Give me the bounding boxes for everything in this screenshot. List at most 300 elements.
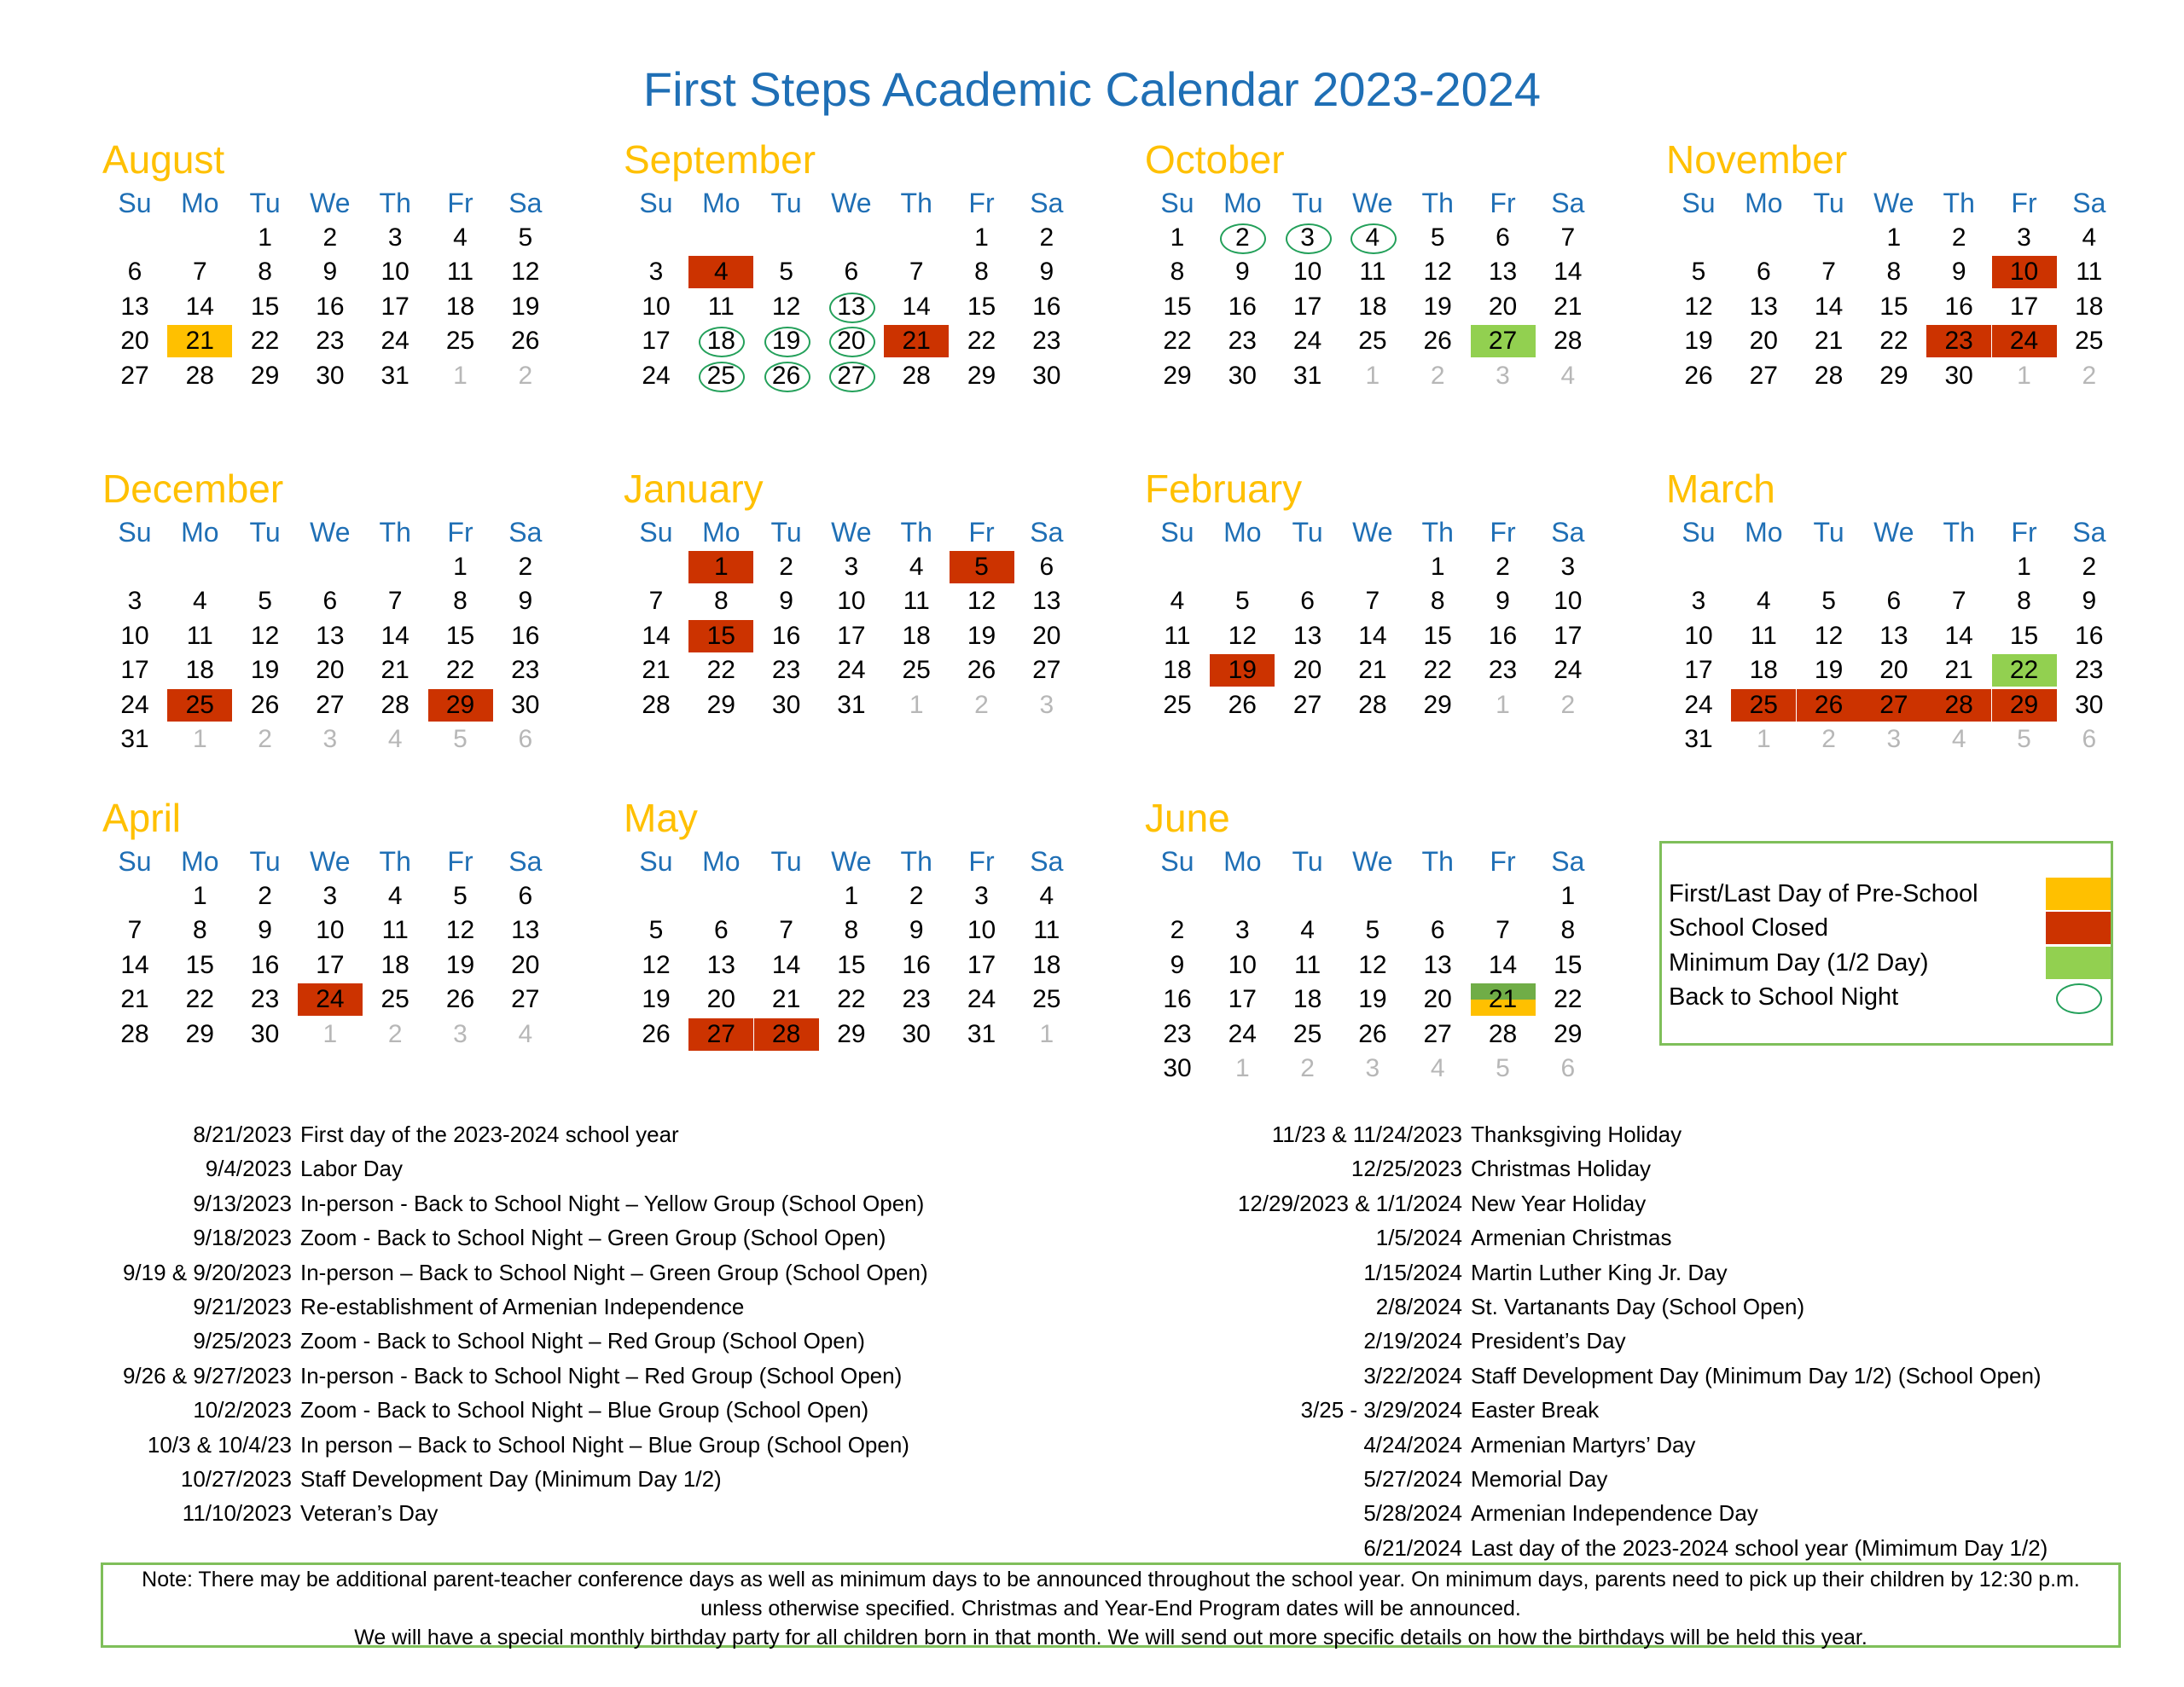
calendar-day: 22 [1163,327,1192,356]
calendar-day: 29 [706,690,735,719]
calendar-day: 6 [322,587,338,616]
calendar-day: 24 [837,656,866,685]
calendar-day: 31 [967,1019,996,1048]
legend-box [1659,841,2113,1046]
calendar-day: 2 [1951,223,1966,252]
month-name: June [1145,796,1230,840]
event-description: Memorial Day [1471,1466,1608,1492]
weekday-header: Th [379,846,411,877]
calendar-day: 7 [1821,258,1836,287]
weekday-header: We [831,517,872,548]
calendar-day: 25 [1292,1019,1322,1048]
calendar-day: 20 [819,325,884,357]
calendar-day: 23 [2075,656,2104,685]
weekday-header: Su [639,188,673,218]
calendar-day: 19 [1814,656,1844,685]
event-description: New Year Holiday [1471,1190,1647,1216]
event-description: Zoom - Back to School Night – Blue Group (School Open) [300,1397,869,1423]
calendar-day: 18 [1749,656,1778,685]
calendar-day: 29 [837,1019,866,1048]
event-date: 10/2/2023 [193,1397,292,1423]
adjacent-month-day: 2 [2082,361,2097,390]
event-date: 9/19 & 9/20/2023 [122,1259,292,1285]
calendar-day: 4 [909,553,924,581]
calendar-day: 25 [2075,327,2104,356]
calendar-day: 3 [1560,553,1576,581]
event-description: Easter Break [1471,1397,1600,1423]
calendar-day: 8 [1170,258,1185,287]
calendar-day: 28 [380,690,410,719]
calendar-day: 2 [1170,916,1185,945]
calendar-day: 27 [1032,656,1061,685]
calendar-day: 4 [387,882,403,910]
calendar-day: 31 [1684,725,1713,753]
calendar-day: 24 [1684,690,1713,719]
calendar-day: 6 [1886,587,1902,616]
calendar-day: 26 [250,690,280,719]
calendar-day: 1 [453,553,468,581]
calendar-day: 20 [120,327,149,356]
calendar-day: 15 [1879,292,1908,321]
calendar-day: 3 [1234,916,1250,945]
calendar-day: 7 [387,587,403,616]
calendar-day: 18 [1163,656,1192,685]
adjacent-month-day: 4 [1951,725,1966,753]
calendar-day: 9 [2082,587,2097,616]
adjacent-month-day: 3 [453,1019,468,1048]
calendar-day: 4 [688,256,753,288]
weekday-header: Sa [1551,846,1585,877]
calendar-day: 24 [1554,656,1583,685]
calendar-day: 14 [642,621,671,650]
calendar-day: 1 [1560,882,1576,910]
calendar-day: 16 [511,621,540,650]
calendar-day: 13 [1879,621,1908,650]
calendar-day: 14 [1814,292,1844,321]
calendar-day: 18 [1358,292,1387,321]
calendar-day: 11 [1164,621,1191,650]
calendar-day: 10 [967,916,996,945]
calendar-day: 10 [316,916,345,945]
calendar-day: 29 [1554,1019,1583,1048]
weekday-header: Sa [508,517,543,548]
event-description: In-person - Back to School Night – Yellow Group (School Open) [300,1190,925,1216]
weekday-header: Su [118,517,152,548]
calendar-day: 22 [185,985,214,1014]
event-description: Staff Development Day (Minimum Day 1/2) [300,1466,722,1492]
weekday-header: Fr [1490,188,1516,218]
weekday-header: Tu [249,846,281,877]
weekday-header: Th [1943,188,1975,218]
calendar-day: 8 [974,258,989,287]
calendar-day: 26 [642,1019,671,1048]
note-line-3: We will have a special monthly birthday party for all children born in that month. We will send out more specific details on how the birthdays will be held this year. [354,1626,1867,1649]
weekday-header: Su [639,517,673,548]
weekday-header: Tu [1292,846,1323,877]
adjacent-month-day: 2 [1430,361,1445,390]
calendar-day: 15 [1554,950,1583,979]
calendar-day: 17 [837,621,866,650]
calendar-day: 23 [511,656,540,685]
weekday-header: Th [1421,846,1454,877]
calendar-day: 7 [909,258,924,287]
calendar-day: 6 [713,916,729,945]
calendar-day: 14 [185,292,214,321]
weekday-header: Mo [1745,188,1783,218]
calendar-day: 8 [2017,587,2031,616]
calendar-day: 5 [950,551,1014,583]
event-date: 9/21/2023 [193,1294,292,1319]
calendar-day: 28 [642,690,671,719]
calendar-day: 16 [316,292,345,321]
calendar-day: 29 [1879,361,1908,390]
event-date: 12/29/2023 & 1/1/2024 [1237,1190,1462,1216]
calendar-day: 24 [380,327,410,356]
adjacent-month-day: 2 [1560,690,1576,719]
calendar-day: 29 [250,361,280,390]
calendar-day: 25 [1032,985,1061,1014]
calendar-day: 8 [713,587,729,616]
calendar-day: 30 [2075,690,2104,719]
event-date: 11/10/2023 [182,1500,292,1527]
weekday-header: Mo [1223,846,1262,877]
weekday-header: Fr [1490,517,1516,548]
calendar-day: 17 [1228,985,1257,1014]
calendar-day: 15 [1163,292,1192,321]
calendar-day: 19 [1358,985,1387,1014]
calendar-day: 25 [1731,689,1796,722]
calendar-day: 15 [967,292,996,321]
adjacent-month-day: 2 [518,361,533,390]
weekday-header: Fr [447,188,473,218]
adjacent-month-day: 2 [387,1019,403,1048]
event-description: Christmas Holiday [1471,1156,1651,1182]
calendar-day: 11 [1359,258,1386,287]
calendar-day: 30 [511,690,540,719]
calendar-day: 13 [511,916,540,945]
event-date: 9/26 & 9/27/2023 [122,1362,292,1388]
calendar-day: 12 [1358,950,1387,979]
calendar-day: 13 [1488,258,1518,287]
calendar-day: 18 [688,325,753,357]
calendar-day: 6 [844,258,859,287]
calendar-day: 14 [1358,621,1387,650]
weekday-header: Th [900,517,932,548]
weekday-header: Sa [508,188,543,218]
calendar-day: 16 [771,621,801,650]
calendar-day: 10 [120,621,149,650]
legend-swatch-closed [2046,912,2111,944]
calendar-day: 8 [258,258,272,287]
calendar-day: 21 [642,656,671,685]
event-date: 1/15/2024 [1363,1259,1462,1285]
event-description: Veteran’s Day [300,1500,439,1527]
calendar-day: 12 [771,292,801,321]
calendar-day: 5 [1691,258,1706,287]
calendar-day: 10 [1292,258,1322,287]
calendar-day: 22 [1992,654,2057,687]
calendar-day: 1 [258,223,272,252]
calendar-day: 27 [120,361,149,390]
calendar-day: 7 [127,916,142,945]
adjacent-month-day: 3 [1365,1054,1380,1082]
weekday-header: Su [639,846,673,877]
calendar-day: 22 [967,327,996,356]
event-date: 8/21/2023 [193,1122,292,1147]
calendar-day: 21 [1944,656,1973,685]
calendar-day: 8 [453,587,468,616]
calendar-day: 30 [902,1019,931,1048]
weekday-header: Mo [181,846,219,877]
calendar-day: 10 [837,587,866,616]
calendar-day: 29 [967,361,996,390]
calendar-day: 30 [1228,361,1257,390]
calendar-day: 1 [1170,223,1185,252]
calendar-day: 9 [322,258,338,287]
calendar-day: 16 [902,950,931,979]
calendar-day: 8 [1430,587,1445,616]
calendar-day: 8 [1886,258,1902,287]
weekday-header: Su [1682,188,1716,218]
weekday-header: Tu [770,517,802,548]
calendar-day: 20 [1292,656,1322,685]
month-name: November [1666,137,1848,182]
weekday-header: Mo [702,846,741,877]
calendar-day: 10 [642,292,671,321]
weekday-header: Sa [1030,188,1064,218]
weekday-header: We [831,188,872,218]
adjacent-month-day: 3 [1039,690,1054,719]
adjacent-month-day: 6 [1560,1054,1576,1082]
calendar-day: 5 [779,258,793,287]
weekday-header: Sa [1030,517,1064,548]
calendar-day: 21 [1358,656,1387,685]
weekday-header: Th [1421,188,1454,218]
calendar-day: 20 [316,656,345,685]
weekday-header: Mo [1745,517,1783,548]
calendar-day: 27 [1423,1019,1452,1048]
event-date: 4/24/2024 [1363,1431,1462,1458]
calendar-day: 9 [1170,950,1185,979]
calendar-day: 30 [1032,361,1061,390]
calendar-day: 30 [316,361,345,390]
calendar-day: 9 [1234,258,1250,287]
calendar-day: 21 [771,985,801,1014]
calendar-day: 18 [185,656,214,685]
event-description: President’s Day [1471,1328,1626,1354]
calendar-day: 14 [771,950,801,979]
weekday-header: Th [900,188,932,218]
event-date: 11/23 & 11/24/2023 [1271,1122,1462,1147]
calendar-day: 27 [1292,690,1322,719]
calendar-day: 2 [909,882,924,910]
calendar-day: 1 [974,223,989,252]
calendar-day: 24 [642,361,671,390]
calendar-day: 14 [380,621,410,650]
weekday-header: Th [379,517,411,548]
calendar-day: 12 [1684,292,1713,321]
calendar-day: 2 [1210,222,1275,254]
calendar-day: 21 [380,656,410,685]
calendar-day: 4 [2082,223,2097,252]
calendar-day: 18 [380,950,410,979]
calendar-day: 14 [1944,621,1973,650]
calendar-day: 11 [1750,621,1777,650]
adjacent-month-day: 4 [1560,361,1576,390]
weekday-header: Mo [702,517,741,548]
adjacent-month-day: 1 [1039,1019,1054,1048]
calendar-day: 15 [688,620,753,652]
adjacent-month-day: 4 [387,725,403,753]
calendar-day: 12 [642,950,671,979]
event-description: In-person – Back to School Night – Green Group (School Open) [300,1259,928,1285]
calendar-day: 14 [120,950,149,979]
calendar-day: 27 [1471,325,1536,357]
calendar-day: 28 [1926,689,1991,722]
event-description: First day of the 2023-2024 school year [300,1122,679,1147]
calendar-day: 7 [1951,587,1966,616]
calendar-day: 1 [844,882,859,910]
calendar-day: 3 [648,258,664,287]
calendar-day: 3 [1691,587,1706,616]
weekday-header: Tu [770,188,802,218]
calendar-day: 19 [642,985,671,1014]
event-description: St. Vartanants Day (School Open) [1471,1294,1805,1319]
note-box [101,1562,2121,1648]
calendar-day: 30 [771,690,801,719]
calendar-day: 17 [1554,621,1583,650]
calendar-day: 18 [1292,985,1322,1014]
weekday-header: Tu [249,517,281,548]
adjacent-month-day: 2 [1300,1054,1315,1082]
weekday-header: Th [1943,517,1975,548]
weekday-header: Tu [1813,188,1844,218]
adjacent-month-day: 1 [1756,725,1771,753]
calendar-day: 20 [1749,327,1778,356]
calendar-day: 5 [1365,916,1380,945]
event-description: Labor Day [300,1156,403,1182]
calendar-day: 27 [688,1018,753,1051]
calendar-day: 2 [322,223,338,252]
calendar-day: 21 [1554,292,1583,321]
calendar-day: 12 [1423,258,1452,287]
weekday-header: We [1352,188,1393,218]
weekday-header: Fr [1490,846,1516,877]
calendar-day: 19 [1210,654,1275,687]
calendar-day: 30 [1944,361,1973,390]
month-name: September [624,137,816,182]
calendar-day: 13 [706,950,735,979]
calendar-day: 4 [1756,587,1771,616]
weekday-header: We [310,517,351,548]
calendar-day: 11 [2076,258,2103,287]
weekday-header: Sa [1030,846,1064,877]
calendar-day: 31 [837,690,866,719]
weekday-header: Fr [968,517,995,548]
month-name: March [1666,467,1775,511]
calendar-day: 26 [1358,1019,1387,1048]
event-date: 10/3 & 10/4/23 [147,1431,292,1458]
calendar-day: 1 [1886,223,1902,252]
calendar-day: 23 [1032,327,1061,356]
calendar-day: 22 [1423,656,1452,685]
calendar-day: 17 [642,327,671,356]
page-title: First Steps Academic Calendar 2023-2024 [642,62,1542,116]
calendar-day: 22 [706,656,735,685]
event-description: Martin Luther King Jr. Day [1471,1259,1728,1285]
calendar-day: 26 [1797,689,1862,722]
event-date: 5/28/2024 [1363,1500,1462,1527]
calendar-day: 13 [316,621,345,650]
calendar-day: 20 [706,985,735,1014]
weekday-header: Mo [702,188,741,218]
calendar-day: 21 [884,325,949,357]
calendar-day: 27 [316,690,345,719]
weekday-header: Sa [1551,517,1585,548]
calendar-day: 17 [120,656,149,685]
weekday-header: Th [379,188,411,218]
calendar-day: 26 [445,985,475,1014]
weekday-header: Sa [1551,188,1585,218]
event-date: 10/27/2023 [180,1466,292,1492]
calendar-day: 3 [387,223,403,252]
calendar-day: 5 [1430,223,1445,252]
calendar-day: 26 [511,327,540,356]
calendar-day: 24 [298,983,363,1016]
event-description: Armenian Independence Day [1471,1500,1758,1527]
calendar-day: 5 [258,587,272,616]
calendar-day: 22 [1554,985,1583,1014]
event-description: In-person - Back to School Night – Red Group (School Open) [300,1362,903,1388]
weekday-header: Su [118,188,152,218]
adjacent-month-day: 6 [518,725,533,753]
legend-label-first: First/Last Day of Pre-School [1669,880,1978,907]
calendar-day: 17 [2009,292,2039,321]
calendar-day: 16 [2075,621,2104,650]
calendar-day: 3 [127,587,142,616]
weekday-header: Su [1682,517,1716,548]
calendar-day: 29 [185,1019,214,1048]
month-name: February [1145,467,1303,511]
calendar-day: 13 [1292,621,1322,650]
calendar-day: 19 [967,621,996,650]
event-description: In person – Back to School Night – Blue Group (School Open) [300,1431,909,1458]
calendar-day: 11 [903,587,930,616]
calendar-day: 28 [185,361,214,390]
calendar-day: 10 [380,258,410,287]
calendar-day: 11 [446,258,474,287]
month-name: August [102,137,225,182]
calendar-day: 16 [1163,985,1192,1014]
weekday-header: Sa [508,846,543,877]
calendar-day: 9 [779,587,793,616]
weekday-header: Tu [1292,188,1323,218]
calendar-day: 3 [1275,222,1340,254]
calendar-day: 29 [428,689,493,722]
calendar-day: 28 [1814,361,1844,390]
calendar-day: 23 [771,656,801,685]
calendar-day: 24 [1992,325,2057,357]
calendar-day: 19 [1684,327,1713,356]
calendar-day: 23 [316,327,345,356]
calendar-day: 2 [2082,553,2097,581]
calendar-day: 22 [445,656,475,685]
calendar-day: 21 [120,985,149,1014]
calendar-day: 2 [1039,223,1054,252]
calendar-day: 17 [1684,656,1713,685]
event-date: 3/25 - 3/29/2024 [1300,1397,1462,1423]
calendar-day: 12 [1814,621,1844,650]
